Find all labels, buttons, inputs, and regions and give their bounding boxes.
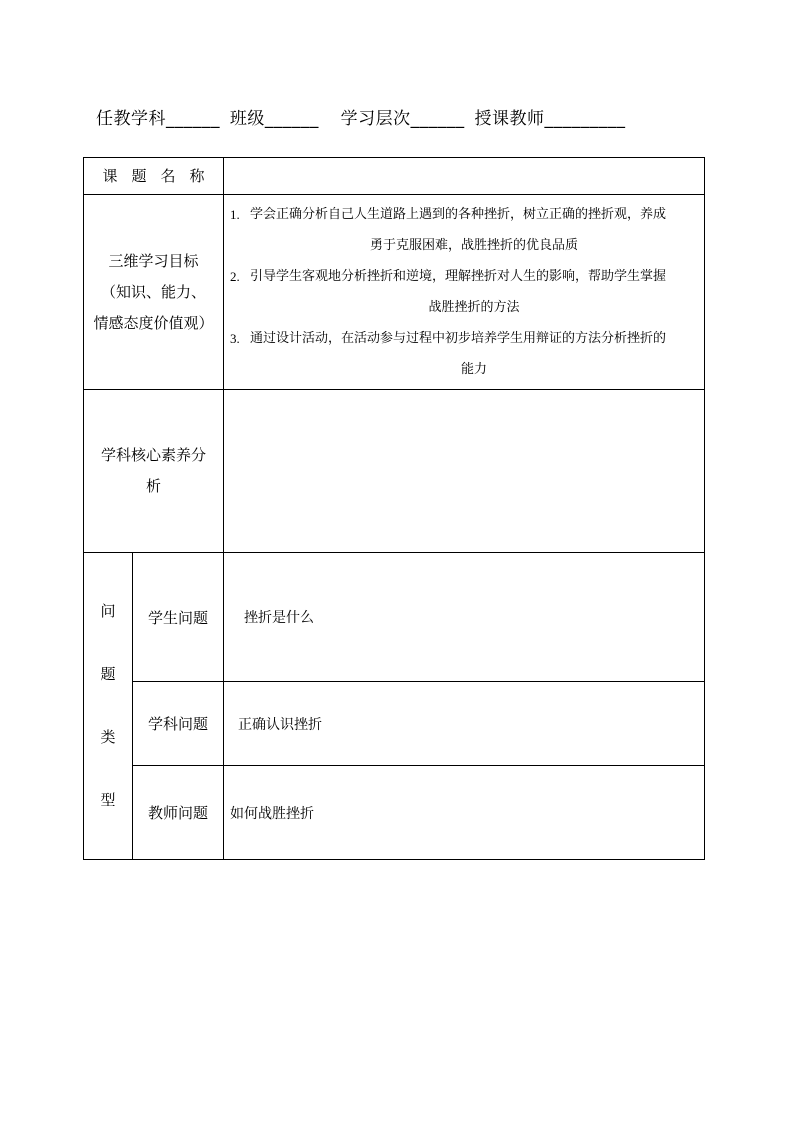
document-header: [96, 104, 630, 129]
core-label-line: 析: [146, 477, 162, 495]
lesson-plan-table: [83, 157, 705, 860]
topic-value-cell: [224, 158, 705, 195]
table-row: [84, 390, 705, 553]
subject-field: 任教学科______: [96, 109, 220, 129]
subject-question-label: 学科问题: [133, 682, 224, 766]
table-row: [84, 158, 705, 195]
teacher-question-label: 教师问题: [133, 766, 224, 860]
goals-label-cell: [84, 195, 224, 390]
goals-cell: [224, 195, 705, 390]
goals-label-line: 三维学习目标: [108, 251, 199, 270]
core-label-cell: [84, 390, 224, 553]
core-label-line: 学科核心素养分: [101, 446, 207, 464]
goals-label-line: （知识、能力、: [101, 282, 207, 301]
teacher-field: 授课教师_________: [474, 109, 626, 129]
teacher-question-value: 如何战胜挫折: [224, 766, 705, 860]
topic-label-cell: [84, 158, 224, 195]
topic-label: 课题名称: [102, 166, 219, 185]
goals-label-line: 情感态度价值观）: [93, 313, 214, 332]
list-item: 3. 通过设计活动，在活动参与过程中初步培养学生用辩证的方法分析挫折的 能力: [230, 331, 667, 377]
class-field: 班级______: [229, 109, 319, 129]
table-row: [84, 195, 705, 390]
core-value-cell: [224, 390, 705, 553]
student-question-value: 挫折是什么: [224, 553, 705, 682]
student-question-label: 学生问题: [133, 553, 224, 682]
list-item: 1. 学会正确分析自己人生道路上遇到的各种挫折，树立正确的挫折观，养成 勇于克服困难，战胜挫折的优良品质: [230, 207, 667, 253]
level-field: 学习层次______: [340, 109, 465, 129]
table-row: [84, 682, 705, 766]
question-type-cell: 问 题 类 型: [84, 553, 133, 860]
table-row: [84, 766, 705, 860]
list-item: 2. 引导学生客观地分析挫折和逆境，理解挫折对人生的影响，帮助学生掌握 战胜挫折的方法: [230, 269, 667, 315]
subject-question-value: 正确认识挫折: [224, 682, 705, 766]
table-row: [84, 553, 705, 682]
